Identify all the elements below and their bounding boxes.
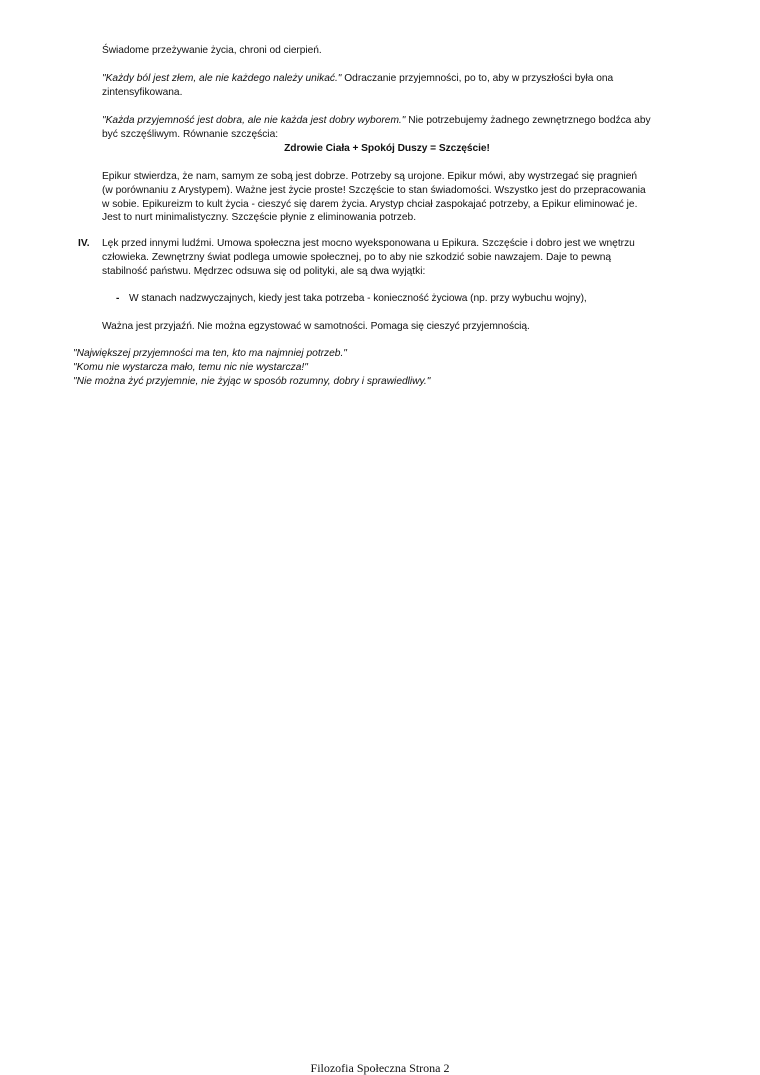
epikur-line-4: Jest to nurt minimalistyczny. Szczęście płynie z eliminowania potrzeb. [102, 212, 417, 224]
bullet-item: W stanach nadzwyczajnych, kiedy jest taka potrzeba - konieczność życiowa (np. przy wybuchu wojny), [129, 293, 587, 304]
quote-pain-line-2: zintensyfikowana. [102, 86, 183, 98]
quote-pain-line-1 [102, 72, 613, 86]
page-footer: Filozofia Społeczna Strona 2 [310, 1061, 450, 1075]
quote-pain-paragraph [102, 72, 613, 100]
quote-pain-italic: "Każdy ból jest złem, ale nie każdego należy unikać." [102, 73, 342, 84]
quote-pleasure-paragraph [102, 114, 651, 142]
quote-pleasure-italic: "Każda przyjemność jest dobra, ale nie każda jest dobry wyborem." [102, 115, 406, 126]
quote-pleasure-rest: Nie potrzebujemy żadnego zewnętrznego bodźca aby [405, 115, 651, 126]
closing-quote-1: "Największej przyjemności ma ten, kto ma najmniej potrzeb." [73, 348, 347, 359]
epikur-line-1: Epikur stwierdza, że nam, samym ze sobą jest dobrze. Potrzeby są urojone. Epikur mówi, aby wystrzegać się pragnień [102, 171, 638, 182]
quote-pleasure-line-2: być szczęśliwym. Równanie szczęścia: [102, 128, 279, 140]
section-iv-line-1: Lęk przed innymi ludźmi. Umowa społeczna jest mocno wyeksponowana u Epikura. Szczęście i dobro jest we wnętrzu [102, 238, 635, 249]
friendship-line: Ważna jest przyjaźń. Nie można egzystować w samotności. Pomaga się cieszyć przyjemnością. [102, 321, 530, 332]
section-iv-paragraph [102, 237, 635, 278]
happiness-equation: Zdrowie Ciała + Spokój Duszy = Szczęście! [284, 143, 490, 154]
epikur-line-2: (w porównaniu z Arystypem). Ważne jest życie proste! Szczęście to stan świadomości. Wszystko jest do przepracowania [102, 184, 646, 196]
quote-pleasure-line-1 [102, 114, 651, 128]
bullet-dash: - [116, 293, 120, 304]
section-iv-numeral: IV. [78, 238, 90, 249]
closing-quote-3: "Nie można żyć przyjemnie, nie żyjąc w sposób rozumny, dobry i sprawiedliwy." [73, 375, 431, 387]
epikur-line-3: w sobie. Epikureizm to kult życia - cieszyć się darem życia. Arystyp chciał zaspokajać potrzeby, a Epikur eliminować je. [102, 198, 638, 210]
closing-quote-2: "Komu nie wystarcza mało, temu nic nie wystarcza!" [73, 361, 308, 373]
intro-line: Świadome przeżywanie życia, chroni od cierpień. [102, 45, 322, 56]
section-iv-line-2: człowieka. Zewnętrzny świat podlega umowie społecznej, po to aby nie szkodzić sobie nawzajem. Daje to pewną [102, 251, 612, 263]
epikur-paragraph [102, 170, 646, 225]
section-iv-line-3: stabilność państwu. Mędrzec odsuwa się od polityki, ale są dwa wyjątki: [102, 265, 426, 277]
closing-quotes [73, 347, 430, 388]
quote-pain-rest: Odraczanie przyjemności, po to, aby w przyszłości była ona [341, 73, 614, 84]
